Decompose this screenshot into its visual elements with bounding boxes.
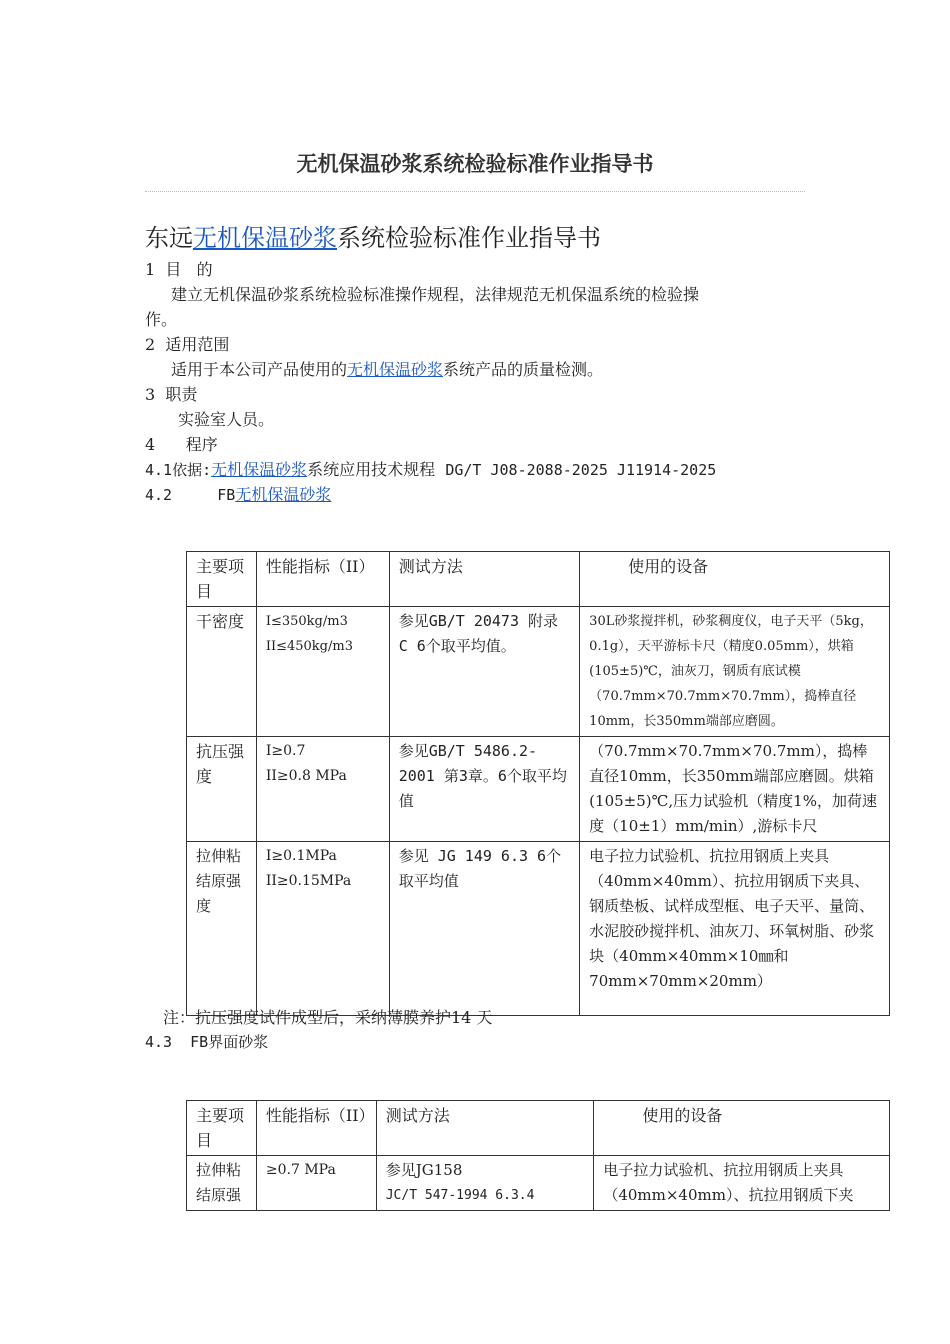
equipment-cell: 电子拉力试验机、抗拉用钢质上夹具（40mm×40mm）、抗拉用钢质下夹具、钢质垫板、试样成型框、电子天平、量筒、水泥胶砂搅拌机、油灰刀、环氧树脂、砂浆块（40mm×40mm×10㎜和70mm×70mm×20mm） — [580, 842, 890, 1016]
item-cell: 拉伸粘结原强度 — [187, 842, 257, 1016]
method-cell: 参见GB/T 20473 附录 C 6个取平均值。 — [389, 607, 579, 737]
header-cell: 测试方法 — [389, 552, 579, 607]
header-cell: 性能指标（II） — [256, 1101, 376, 1156]
section-4-1-mid: 系统应用技术规程 — [307, 460, 436, 479]
spec-cell: ≥0.7 MPa — [256, 1156, 376, 1211]
spec-line: II≤450kg/m3 — [265, 639, 353, 654]
method-cell — [376, 1156, 594, 1211]
section-4-1-code: DG/T J08-2088-2025 J11914-2025 — [445, 461, 717, 479]
header-cell: 测试方法 — [376, 1101, 594, 1156]
spec-cell — [256, 737, 389, 842]
section-4-1-link[interactable]: 无机保温砂浆 — [211, 460, 308, 479]
heading-suffix: 系统检验标准作业指导书 — [337, 224, 601, 252]
spec-line: II≥0.8 MPa — [265, 768, 347, 784]
heading-prefix: 东远 — [145, 224, 193, 252]
section-3-body: 实验室人员。 — [178, 410, 275, 429]
method-cell: 参见 JG 149 6.3 6个取平均值 — [389, 842, 579, 1016]
section-2-suffix: 系统产品的质量检测。 — [443, 360, 604, 379]
spec-line: II≥0.15MPa — [265, 873, 352, 889]
method-cell: 参见GB/T 5486.2-2001 第3章。6个取平均值 — [389, 737, 579, 842]
equipment-cell: 电子拉力试验机、抗拉用钢质上夹具（40mm×40mm）、抗拉用钢质下夹 — [594, 1156, 890, 1211]
table-row — [187, 1156, 890, 1211]
table-note: 注：抗压强度试件成型后，采纳薄膜养护14 天 — [163, 1008, 493, 1027]
table-row — [187, 607, 890, 737]
table-row — [187, 842, 890, 1016]
header-cell: 主要项目 — [187, 1101, 257, 1156]
header-cell: 使用的设备 — [580, 552, 890, 607]
section-1-title: 1 目 的 — [145, 260, 213, 279]
document-heading — [145, 218, 601, 253]
section-3-title: 3 职责 — [145, 385, 198, 404]
spec-cell — [256, 842, 389, 1016]
equipment-cell: （70.7mm×70.7mm×70.7mm），捣棒直径10mm，长350mm端部应磨圆。烘箱(105±5)℃,压力试验机（精度1%，加荷速度（10±1）mm/min）,游标卡尺 — [580, 737, 890, 842]
spec-line: I≥0.7 — [265, 743, 306, 759]
table-interface-mortar — [186, 1100, 890, 1211]
divider — [145, 191, 805, 192]
section-4-2-prefix: 4.2 FB — [145, 486, 236, 504]
item-cell: 抗压强度 — [187, 737, 257, 842]
page-title: 无机保温砂浆系统检验标准作业指导书 — [296, 152, 654, 176]
table-fb-mortar — [186, 551, 890, 1016]
header-cell: 主要项目 — [187, 552, 257, 607]
heading-link[interactable]: 无机保温砂浆 — [193, 224, 337, 252]
section-4-1 — [145, 457, 716, 483]
item-cell: 干密度 — [187, 607, 257, 737]
section-4-2 — [145, 482, 331, 508]
spec-line: I≤350kg/m3 — [265, 614, 348, 629]
section-2-prefix: 适用于本公司产品使用的 — [171, 360, 348, 379]
section-1-body-cont: 作。 — [145, 310, 178, 329]
section-2-title: 2 适用范围 — [145, 335, 230, 354]
table-row — [187, 737, 890, 842]
spec-cell — [256, 607, 389, 737]
section-4-title: 4 程序 — [145, 435, 218, 454]
header-cell: 使用的设备 — [594, 1101, 890, 1156]
section-2-link[interactable]: 无机保温砂浆 — [347, 360, 444, 379]
table-header-row — [187, 552, 890, 607]
method-line: 参见JG158 — [385, 1161, 463, 1179]
header-cell: 性能指标（II） — [256, 552, 389, 607]
method-line: JC/T 547-1994 6.3.4 — [385, 1188, 535, 1203]
item-cell: 拉伸粘结原强 — [187, 1156, 257, 1211]
section-2-body — [171, 357, 603, 382]
spec-line: I≥0.1MPa — [265, 848, 337, 864]
section-4-1-prefix: 4.1依据: — [145, 461, 212, 479]
section-4-3: 4.3 FB界面砂浆 — [145, 1033, 269, 1051]
section-1-body: 建立无机保温砂浆系统检验标准操作规程，法律规范无机保温系统的检验操 — [171, 285, 700, 304]
table-header-row — [187, 1101, 890, 1156]
equipment-cell: 30L砂浆搅拌机，砂浆稠度仪，电子天平（5kg，0.1g），天平游标卡尺（精度0.05mm），烘箱(105±5)℃，油灰刀，钢质有底试模（70.7mm×70.7mm×70.7mm），捣棒直径10mm，长350mm端部应磨圆。 — [580, 607, 890, 737]
section-4-2-link[interactable]: 无机保温砂浆 — [235, 485, 332, 504]
